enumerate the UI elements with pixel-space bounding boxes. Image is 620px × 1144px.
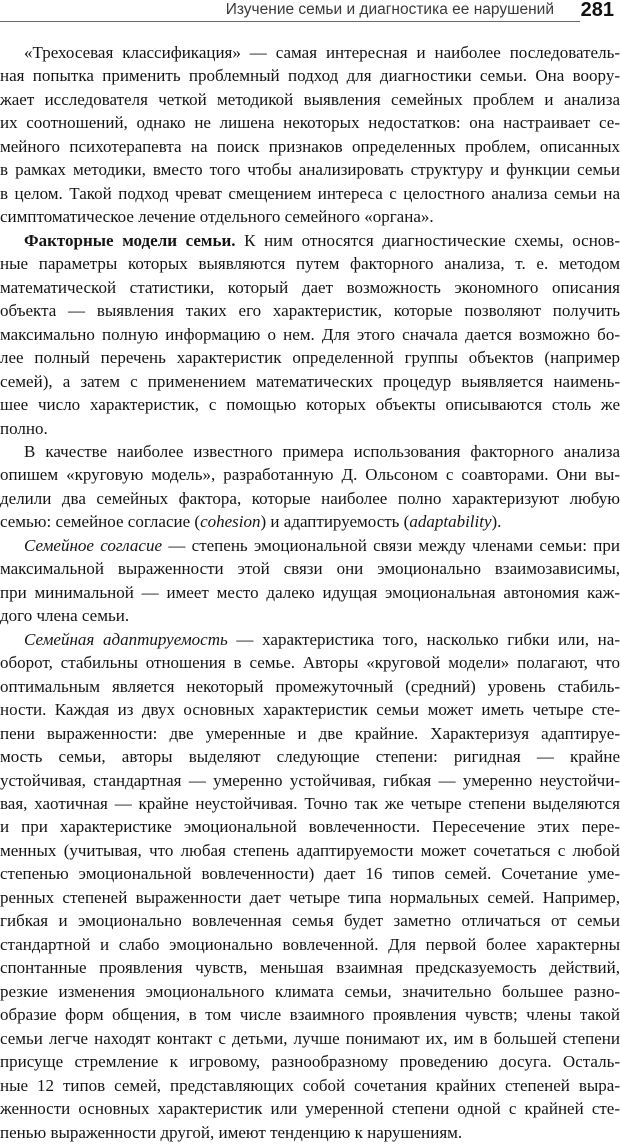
italic-run: adaptability — [409, 512, 492, 532]
text-line — [0, 839, 620, 862]
text-run: лее полный перечень характеристик определенной группы объектов (например — [0, 348, 620, 368]
text-run: их соотношений, однако не лишена некоторых недостатков: она настраивает се- — [0, 113, 620, 133]
text-run: ная попытка применить проблемный подход для диагностики семьи. Она воору- — [0, 66, 620, 86]
text-run: ные 12 типов семей, представляющих собой сочетания крайних степеней выра- — [0, 1075, 620, 1095]
text-run: устойчивая, стандартная — умеренно устойчивая, гибкая — умеренно неустойчи- — [0, 770, 620, 790]
text-run: ) и адаптируемость ( — [260, 512, 410, 532]
text-line — [0, 111, 620, 134]
text-run: К ним относятся диагностические схемы, основ- — [235, 230, 620, 250]
text-run: менных (учитывая, что любая степень адаптируемости может сочетаться с любой — [0, 840, 620, 860]
text-run: дого члена семьи. — [0, 606, 130, 626]
text-run: симптоматическое лечение отдельного семейного «органа». — [0, 207, 434, 227]
text-line — [0, 886, 620, 909]
text-run: мейного психотерапевта на поиск признаков определенных проблем, описанных — [0, 136, 620, 156]
text-run: в целом. Такой подход чреват смещением интереса с целостного анализа семьи на — [0, 183, 620, 203]
text-run: ). — [491, 512, 502, 532]
text-run: спонтанные проявления чувств, меньшая взаимная предсказуемость действий, — [0, 958, 620, 978]
text-run: жает исследователя четкой методикой выявления семейных проблем и анализа — [0, 89, 620, 109]
text-line — [0, 510, 620, 533]
text-line — [0, 64, 620, 87]
text-line — [0, 88, 620, 111]
text-line — [0, 1121, 620, 1144]
text-line — [0, 158, 620, 181]
text-line — [0, 487, 620, 510]
text-line — [0, 1074, 620, 1097]
header-rule — [0, 21, 580, 22]
text-line — [0, 792, 620, 815]
text-run: оборот, стабильны отношения в семье. Авторы «круговой модели» полагают, что — [0, 653, 620, 673]
text-line — [0, 440, 620, 463]
text-line — [0, 276, 620, 299]
text-run: семей), а затем с применением математических процедур выявляется наимень- — [0, 371, 620, 391]
text-run: математической статистики, который дает возможность экономного описания — [0, 277, 620, 297]
text-run: женности основных характеристик или умеренной степени одной с крайней сте- — [0, 1099, 620, 1119]
text-run: вая, хаотичная — крайне неустойчивая. Точно так же четыре степени выделяются — [0, 794, 620, 813]
text-line — [0, 956, 620, 979]
text-line — [0, 722, 620, 745]
text-run: при минимальной — имеет место далеко идущая эмоциональная автономия каж- — [0, 582, 620, 602]
text-run: максимальной выраженности этой связи они эмоционально взаимозависимы, — [0, 559, 620, 579]
text-run: семью: семейное согласие ( — [0, 512, 201, 532]
text-run: делили два семейных фактора, которые наиболее полно характеризуют любую — [0, 488, 620, 508]
text-line — [0, 1097, 620, 1120]
text-line — [0, 557, 620, 580]
text-line — [0, 628, 620, 651]
text-run: мость семьи, авторы выделяют следующие степени: ригидная — крайне — [0, 747, 620, 767]
text-line — [0, 675, 620, 698]
text-line — [0, 769, 620, 792]
text-line — [0, 1027, 620, 1050]
text-line — [0, 604, 620, 627]
text-line — [0, 581, 620, 604]
text-line — [0, 370, 620, 393]
text-run: семьи легче находят контакт с детьми, лучше понимают их, им в большей степени — [0, 1028, 620, 1048]
text-run: пенью выраженности другой, имеют тенденцию к нарушениям. — [0, 1122, 463, 1142]
text-run: ренных степеней выраженности дает четыре типа нормальных семей. Например, — [0, 887, 620, 907]
text-run: шее число характеристик, с помощью которых объекты описываются столь же — [0, 395, 620, 415]
text-line — [0, 393, 620, 416]
text-run: опишем «круговую модель», разработанную Д. Ольсоном с соавторами. Они вы- — [0, 465, 620, 485]
text-run: образие форм общения, в том числе взаимного проявления чувств; члены такой — [0, 1005, 620, 1025]
text-line — [0, 1050, 620, 1073]
text-run: — характеристика того, насколько гибки или, на- — [227, 629, 620, 649]
page-number: 281 — [580, 0, 614, 21]
text-run: ности. Каждая из двух основных характеристик семьи может иметь четыре сте- — [0, 700, 620, 720]
text-run: присуще стремление к игровому, разнообразному проведению досуга. Осталь- — [0, 1052, 620, 1072]
text-run: В качестве наиболее известного примера использования факторного анализа — [24, 441, 620, 461]
text-line — [0, 909, 620, 932]
text-line — [0, 463, 620, 486]
text-run: степенью эмоциональной вовлеченности) дает 16 типов семей. Сочетание уме- — [0, 864, 620, 884]
body-text — [0, 41, 620, 1144]
text-line — [0, 933, 620, 956]
text-line — [0, 346, 620, 369]
italic-run: Семейная адаптируемость — [24, 629, 228, 649]
text-run: ные параметры которых выявляются путем факторного анализа, т. е. методом — [0, 254, 620, 274]
text-line — [0, 229, 620, 252]
text-run: пени выраженности: две умеренные и две крайние. Характеризуя адаптируе- — [0, 723, 620, 743]
text-line — [0, 252, 620, 275]
text-line — [0, 323, 620, 346]
text-line — [0, 417, 620, 440]
text-run: и при характеристике эмоциональной вовлеченности. Пересечение этих пере- — [0, 817, 620, 837]
text-run: резкие изменения эмоционального климата семьи, значительно большее разно- — [0, 981, 620, 1001]
text-run: гибкая и эмоционально вовлеченная семья будет заметно отличаться от семьи — [0, 911, 620, 931]
text-run: в рамках методики, вместо того чтобы анализировать структуру и функции семьи — [0, 160, 620, 180]
text-run: объекта — выявления таких его характеристик, которые позволяют получить — [0, 301, 620, 321]
text-run: максимально полную информацию о нем. Для этого сначала дается возможно бо- — [0, 324, 620, 344]
text-run: «Трехосевая классификация» — самая интересная и наиболее последователь- — [24, 43, 620, 62]
running-header-title: Изучение семьи и диагностика ее нарушений — [225, 1, 554, 18]
text-line — [0, 299, 620, 322]
text-line — [0, 135, 620, 158]
text-line — [0, 980, 620, 1003]
text-line — [0, 182, 620, 205]
text-run: полно. — [0, 418, 48, 438]
text-line — [0, 205, 620, 228]
text-line — [0, 1003, 620, 1026]
text-line — [0, 815, 620, 838]
text-line — [0, 41, 620, 64]
text-line — [0, 534, 620, 557]
text-run: — степень эмоциональной связи между членами семьи: при — [162, 535, 620, 555]
italic-run: cohesion — [200, 512, 261, 532]
text-line — [0, 698, 620, 721]
bold-run: Факторные модели семьи. — [24, 230, 236, 250]
text-line — [0, 651, 620, 674]
italic-run: Семейное согласие — [24, 535, 163, 555]
text-run: стандартной и слабо эмоционально вовлеченной. Для первой более характерны — [0, 934, 620, 954]
running-header — [0, 0, 620, 28]
text-line — [0, 862, 620, 885]
text-run: оптимальным является некоторый промежуточный (средний) уровень стабиль- — [0, 676, 620, 696]
text-line — [0, 745, 620, 768]
